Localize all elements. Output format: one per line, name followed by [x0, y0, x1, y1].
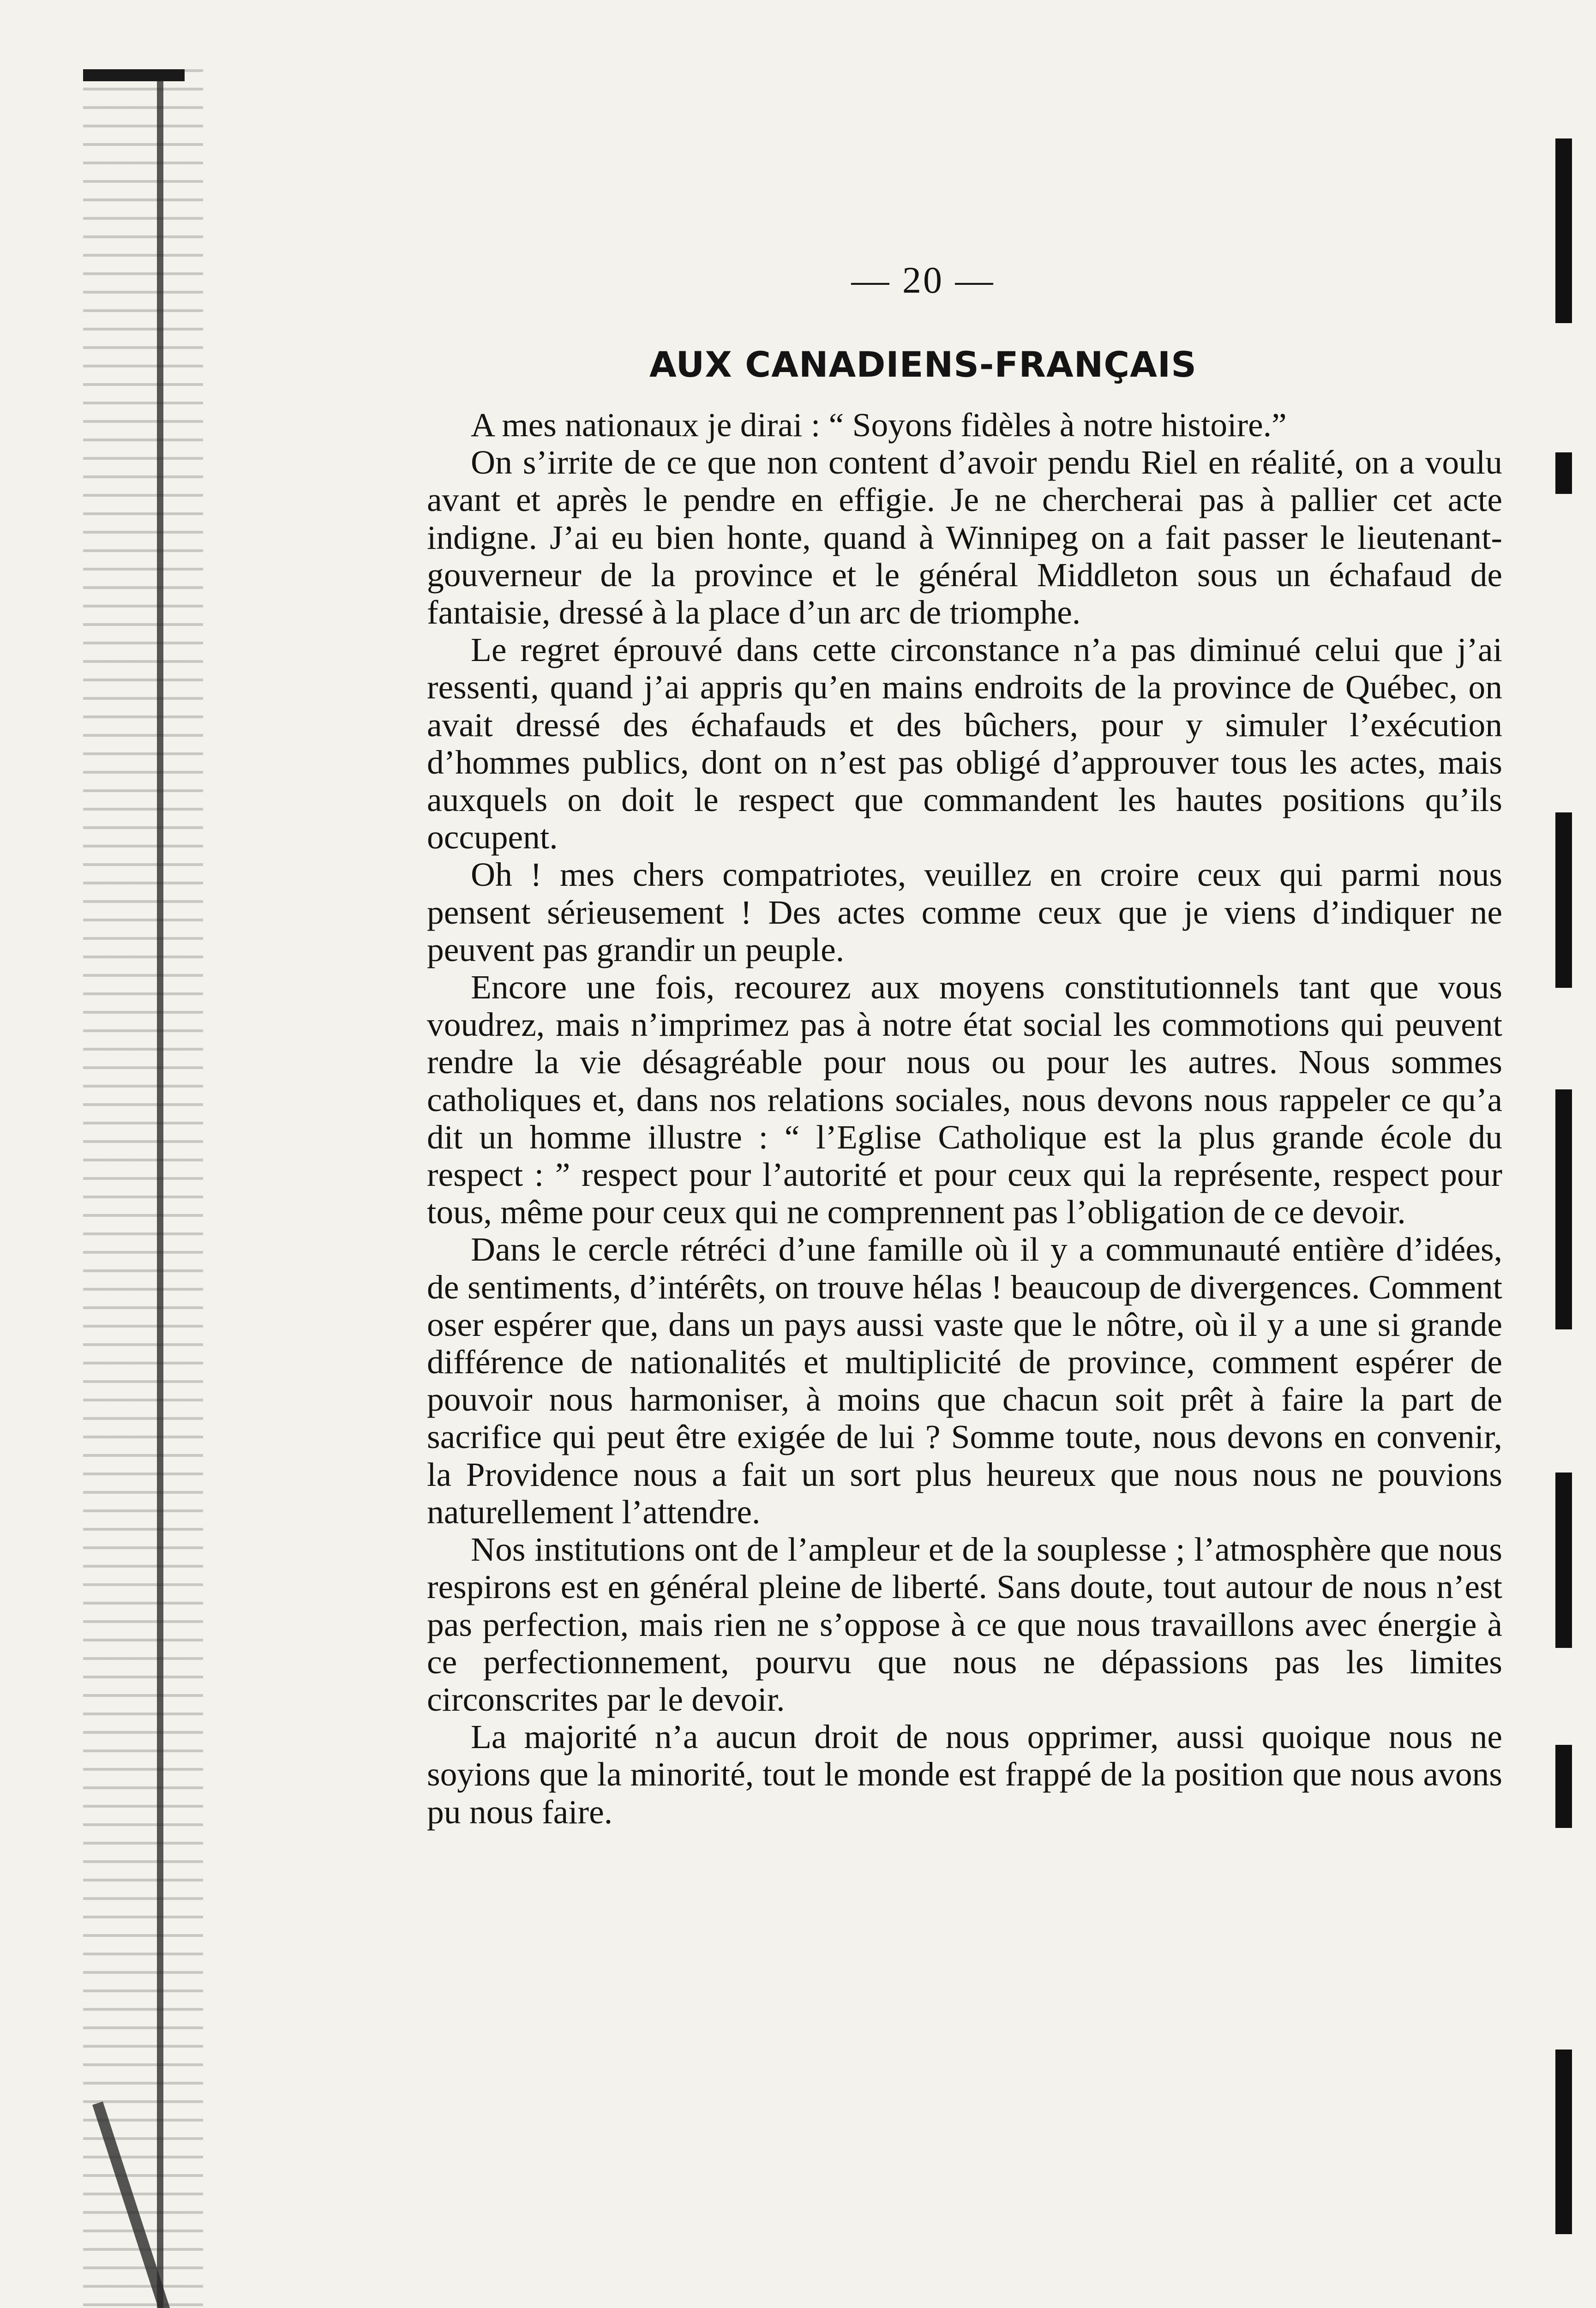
margin-mark — [1555, 452, 1572, 494]
margin-mark — [1555, 1473, 1572, 1648]
paragraph: A mes nationaux je dirai : “ Soyons fidèles à notre histoire.” — [471, 406, 1287, 444]
paragraph: Nos institutions ont de l’ampleur et de la souplesse ; l’atmosphère que nous respirons est en général pleine de liberté. Sans doute, tout autour de nous n’est pas perfection, mais rien ne s’oppose à ce que nous travaillons avec énergie à ce perfectionnement, pourvu que nous ne dépassions pas les limites circonscrites par le devoir. — [427, 1531, 1502, 1718]
margin-mark — [1555, 1089, 1572, 1329]
scan-corner-mark — [83, 69, 185, 81]
page-title: AUX CANADIENS-FRANÇAIS — [649, 344, 1197, 385]
paragraph: La majorité n’a aucun droit de nous opprimer, aussi quoique nous ne soyions que la minorité, tout le monde est frappé de la position que nous avons pu nous faire. — [427, 1718, 1502, 1831]
paragraph: Encore une fois, recourez aux moyens constitutionnels tant que vous voudrez, mais n’imprimez pas à notre état social les commotions qui peuvent rendre la vie désagréable pour nous ou pour les autres. Nous sommes catholiques et, dans nos relations sociales, nous devons nous rappeler ce qu’a dit un homme illustre : “ l’Eglise Catholique est la plus grande école du respect : ” respect pour l’autorité et pour ceux qui la représente, respect pour tous, même pour ceux qui ne comprennent pas l’obligation de ce devoir. — [427, 968, 1502, 1231]
paragraph: Oh ! mes chers compatriotes, veuillez en croire ceux qui parmi nous pensent sérieusement ! Des actes comme ceux que je viens d’indiquer ne peuvent pas grandir un peuple. — [427, 856, 1502, 968]
paragraph: Dans le cercle rétréci d’une famille où il y a communauté entière d’idées, de sentiments, d’intérêts, on trouve hélas ! beaucoup de divergences. Comment oser espérer que, dans un pays aussi vaste que le nôtre, où il y a une si grande différence de nationalités et multiplicité de province, comment espérer de pouvoir nous harmoniser, à moins que chacun soit prêt à faire la part de sacrifice qui peut être exigée de lui ? Somme toute, nous devons en convenir, la Providence nous a fait un sort plus heureux que nous nous ne pouvions naturellement l’attendre. — [427, 1231, 1502, 1531]
margin-mark — [1555, 1745, 1572, 1828]
scan-binding-edge — [83, 69, 203, 2308]
scan-binding-line — [157, 69, 163, 2308]
margin-mark — [1555, 812, 1572, 988]
page-number: — 20 — — [851, 259, 995, 301]
paragraph: Le regret éprouvé dans cette circonstance n’a pas diminué celui que j’ai ressenti, quand j’ai appris qu’en mains endroits de la province de Québec, on avait dressé des échafauds et des bûchers, pour y simuler l’exécution d’hommes publics, dont on n’est pas obligé d’approuver tous les actes, mais auxquels on doit le respect que commandent les hautes positions qu’ils occupent. — [427, 631, 1502, 856]
margin-mark — [1555, 2050, 1572, 2234]
paragraph: On s’irrite de ce que non content d’avoir pendu Riel en réalité, on a voulu avant et après le pendre en effigie. Je ne chercherai pas à pallier cet acte indigne. J’ai eu bien honte, quand à Winnipeg on a fait passer le lieutenant-gouverneur de la province et le général Middleton sous un échafaud de fantaisie, dressé à la place d’un arc de triomphe. — [427, 444, 1502, 631]
scan-right-margin-marks — [1555, 0, 1574, 2308]
margin-mark — [1555, 138, 1572, 323]
body-text — [427, 406, 1502, 1831]
